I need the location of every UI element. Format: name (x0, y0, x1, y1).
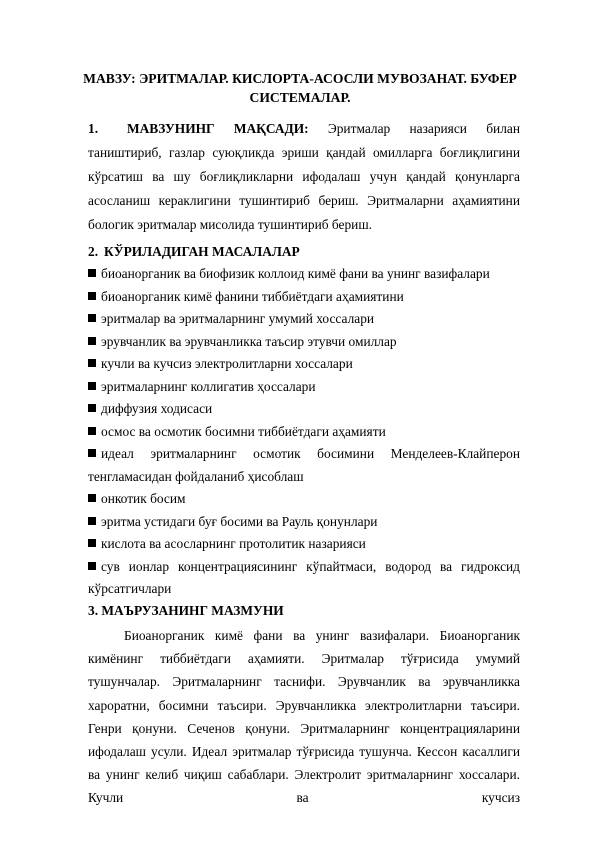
list-item-text: кучли ва кучсиз электролитларни хоссалари (101, 356, 353, 371)
list-item (88, 308, 520, 331)
bullet-square-icon (88, 449, 96, 457)
bullet-square-icon (88, 382, 96, 390)
list-item (88, 376, 520, 399)
section-topics-title: КЎРИЛАДИГАН МАСАЛАЛАР (104, 244, 300, 259)
bullet-square-icon (88, 562, 96, 570)
section-topics-heading (88, 242, 300, 262)
list-item-text: кислота ва асосларнинг протолитик назарияси (101, 536, 366, 551)
bullet-square-icon (88, 517, 96, 525)
section-topics-number: 2. (88, 244, 99, 259)
list-item-text: биоанорганик кимё фанини тиббиётдаги аҳамиятини (101, 288, 404, 304)
bullet-square-icon (88, 314, 96, 322)
bullet-square-icon (88, 427, 96, 435)
bullet-square-icon (88, 292, 96, 300)
topics-list (88, 263, 520, 601)
section-content-heading (88, 601, 284, 621)
list-item (88, 488, 520, 511)
bullet-square-icon (88, 359, 96, 367)
list-item (88, 263, 520, 286)
list-item (88, 421, 520, 444)
bullet-square-icon (88, 404, 96, 412)
section-goal-heading: МАВЗУНИНГ МАҚСАДИ: (127, 121, 309, 136)
list-item-text: онкотик босим (101, 491, 186, 506)
list-item (88, 353, 520, 376)
section-content-number: 3. (88, 603, 99, 618)
list-item-text: эритма устидаги буғ босими ва Рауль қонунлари (101, 513, 378, 529)
list-item-text: эритмаларнинг коллигатив ҳоссалари (101, 378, 316, 394)
bullet-square-icon (88, 494, 96, 502)
section-goal (88, 117, 520, 237)
section-content-title: МАЪРУЗАНИНГ МАЗМУНИ (101, 603, 284, 618)
list-item (88, 398, 520, 421)
bullet-square-icon (88, 337, 96, 345)
list-item (88, 556, 520, 601)
list-item (88, 286, 520, 309)
list-item (88, 511, 520, 534)
list-item-text: осмос ва осмотик босимни тиббиётдаги аҳамияти (101, 423, 386, 439)
list-item (88, 533, 520, 556)
list-item (88, 331, 520, 354)
list-item (88, 443, 520, 488)
section-goal-number: 1. (88, 121, 99, 136)
list-item-text: биоанорганик ва биофизик коллоид кимё фани ва унинг вазифалари (101, 266, 490, 281)
section-goal-text: Эритмалар назарияси билан таништириб, газлар суюқликда эриши қандай омилларга боғлиқлигини кўрсатиш ва шу боғлиқликларни ифодалаш учун қандай қонунларга асосланиш кераклигини тушинтириб бериш. Эритмаларни аҳамиятини бологик эритмалар мисолида тушинтириб бериш. (88, 121, 520, 232)
page-title: МАВЗУ: ЭРИТМАЛАР. КИСЛОРТА-АСОСЛИ МУВОЗАНАТ. БУФЕР СИСТЕМАЛАР. (83, 71, 517, 105)
list-item-text: диффузия ходисаси (101, 401, 213, 416)
list-item-text: эрувчанлик ва эрувчанликка таъсир этувчи омиллар (101, 333, 397, 349)
list-item-text: идеал эритмаларнинг осмотик босимини Менделеев-Клайперон тенгламасидан фойдаланиб ҳисоблаш (88, 446, 520, 484)
list-item-text: сув ионлар концентрациясининг кўпайтмаси, водород ва гидроксид кўрсатгичлари (88, 558, 520, 596)
section-content-text: Биоанорганик кимё фани ва унинг вазифалари. Биоанорганик кимёнинг тиббиётдаги аҳамияти. Эритмалар тўғрисида умумий тушунчалар. Эритмаларнинг таснифи. Эрувчанлик ва эрувчанликка хароратни, босимни таъсири. Эрувчанликка электролитларни таъсири. Генри қонуни. Сеченов қонуни. Эритмаларнинг концентрацияларини ифодалаш усули. Идеал эритмалар тўғрисида тушунча. Кессон касаллиги ва унинг келиб чиқиш сабаблари. Электролит эритмаларнинг хоссалари. Кучли ва кучсиз (88, 628, 520, 806)
bullet-square-icon (88, 269, 96, 277)
bullet-square-icon (88, 539, 96, 547)
list-item-text: эритмалар ва эритмаларнинг умумий хоссалари (101, 311, 375, 326)
